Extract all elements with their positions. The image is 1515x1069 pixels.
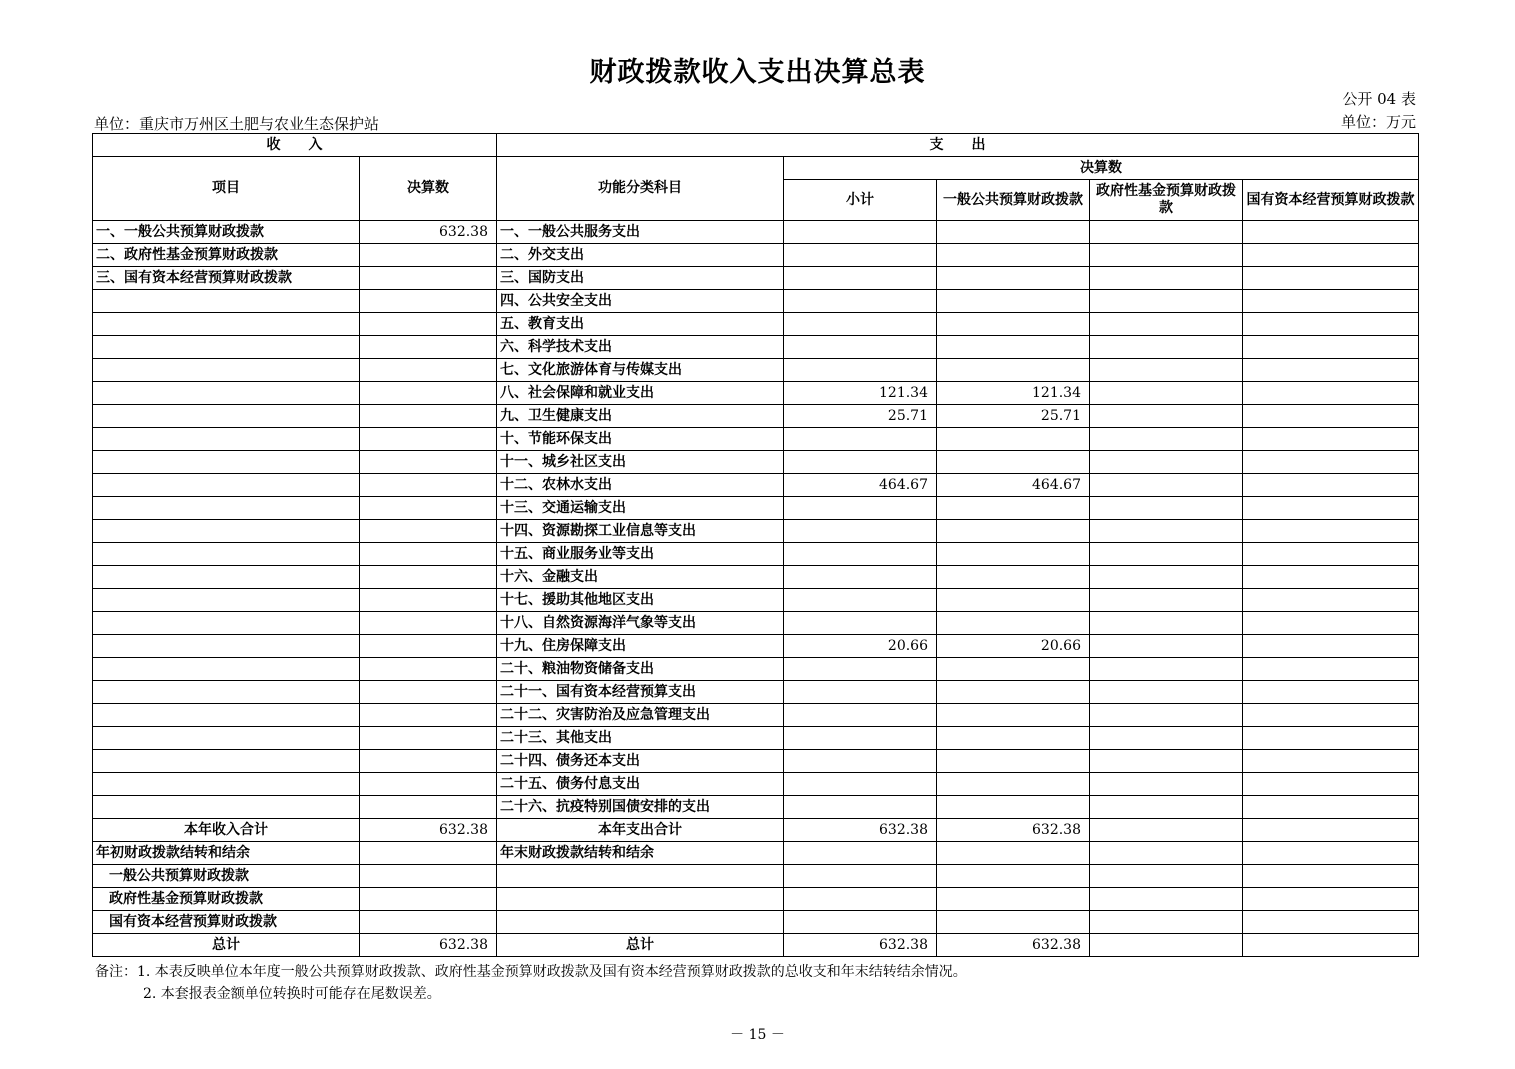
income-item xyxy=(93,474,360,497)
budget-table xyxy=(92,133,1419,957)
subtotal-header: 小计 xyxy=(784,180,937,221)
year-total-row xyxy=(93,819,1419,842)
table-row xyxy=(93,359,1419,382)
general-value xyxy=(937,681,1090,704)
income-item xyxy=(93,635,360,658)
fund-value xyxy=(1090,474,1243,497)
subtotal-value xyxy=(784,658,937,681)
category-name: 二十六、抗疫特别国债安排的支出 xyxy=(497,796,784,819)
table-row xyxy=(93,405,1419,428)
general-value xyxy=(937,543,1090,566)
income-item xyxy=(93,773,360,796)
subtotal-value xyxy=(784,773,937,796)
fund-value xyxy=(1090,313,1243,336)
income-item xyxy=(93,589,360,612)
table-row xyxy=(93,474,1419,497)
general-value xyxy=(937,704,1090,727)
fund-value xyxy=(1090,428,1243,451)
fund-value xyxy=(1090,336,1243,359)
state-value xyxy=(1243,474,1419,497)
general-value xyxy=(937,612,1090,635)
general-value xyxy=(937,796,1090,819)
subtotal-value xyxy=(784,497,937,520)
fund-value xyxy=(1090,612,1243,635)
carry-general-row xyxy=(93,865,1419,888)
category-name: 三、国防支出 xyxy=(497,267,784,290)
total-expense-general: 632.38 xyxy=(937,934,1090,957)
category-name: 二、外交支出 xyxy=(497,244,784,267)
category-name: 十三、交通运输支出 xyxy=(497,497,784,520)
subtotal-value: 20.66 xyxy=(784,635,937,658)
income-amount xyxy=(360,359,497,382)
category-name: 二十五、债务付息支出 xyxy=(497,773,784,796)
begin-general-label: 一般公共预算财政拨款 xyxy=(93,865,360,888)
category-name: 四、公共安全支出 xyxy=(497,290,784,313)
expense-header: 支 出 xyxy=(497,134,1419,157)
carry-row xyxy=(93,842,1419,865)
state-value xyxy=(1243,359,1419,382)
table-row xyxy=(93,313,1419,336)
income-item xyxy=(93,451,360,474)
general-value xyxy=(937,221,1090,244)
fund-value xyxy=(1090,589,1243,612)
general-value xyxy=(937,451,1090,474)
category-name: 十八、自然资源海洋气象等支出 xyxy=(497,612,784,635)
header-row-1 xyxy=(93,134,1419,157)
income-item: 一、一般公共预算财政拨款 xyxy=(93,221,360,244)
subtotal-value xyxy=(784,589,937,612)
table-row xyxy=(93,221,1419,244)
income-amount xyxy=(360,566,497,589)
income-amount xyxy=(360,543,497,566)
state-value xyxy=(1243,589,1419,612)
carry-fund-row xyxy=(93,888,1419,911)
state-value xyxy=(1243,428,1419,451)
income-amount xyxy=(360,750,497,773)
income-amount xyxy=(360,727,497,750)
state-value xyxy=(1243,658,1419,681)
income-item xyxy=(93,428,360,451)
header-row-2 xyxy=(93,157,1419,180)
year-expense-fund xyxy=(1090,819,1243,842)
note-1: 备注：1. 本表反映单位本年度一般公共预算财政拨款、政府性基金预算财政拨款及国有资本经营预算财政拨款的总收支和年末结转结余情况。 xyxy=(95,964,967,980)
income-item xyxy=(93,290,360,313)
category-name: 十六、金融支出 xyxy=(497,566,784,589)
income-item xyxy=(93,566,360,589)
note-2: 2. 本套报表金额单位转换时可能存在尾数误差。 xyxy=(143,986,441,1002)
end-carry-label: 年末财政拨款结转和结余 xyxy=(497,842,784,865)
income-item xyxy=(93,359,360,382)
category-header: 功能分类科目 xyxy=(497,157,784,221)
subtotal-value: 464.67 xyxy=(784,474,937,497)
income-item: 三、国有资本经营预算财政拨款 xyxy=(93,267,360,290)
subtotal-value xyxy=(784,612,937,635)
income-item xyxy=(93,405,360,428)
table-row xyxy=(93,796,1419,819)
table-row xyxy=(93,244,1419,267)
subtotal-value xyxy=(784,566,937,589)
year-expense-subtotal: 632.38 xyxy=(784,819,937,842)
table-row xyxy=(93,750,1419,773)
general-value xyxy=(937,520,1090,543)
table-row xyxy=(93,520,1419,543)
form-number: 公开 04 表 xyxy=(1342,90,1416,108)
subtotal-value xyxy=(784,750,937,773)
income-amount xyxy=(360,635,497,658)
state-value xyxy=(1243,336,1419,359)
income-amount xyxy=(360,773,497,796)
income-amount xyxy=(360,428,497,451)
category-name: 十、节能环保支出 xyxy=(497,428,784,451)
subtotal-value xyxy=(784,727,937,750)
amount-header: 决算数 xyxy=(360,157,497,221)
income-item xyxy=(93,612,360,635)
category-name: 十七、援助其他地区支出 xyxy=(497,589,784,612)
fund-value xyxy=(1090,267,1243,290)
state-value xyxy=(1243,497,1419,520)
total-income-label: 总计 xyxy=(93,934,360,957)
grand-total-row xyxy=(93,934,1419,957)
general-value xyxy=(937,313,1090,336)
subtotal-value xyxy=(784,681,937,704)
total-expense-subtotal: 632.38 xyxy=(784,934,937,957)
general-value: 20.66 xyxy=(937,635,1090,658)
item-header: 项目 xyxy=(93,157,360,221)
subtotal-value xyxy=(784,267,937,290)
state-value xyxy=(1243,796,1419,819)
state-value xyxy=(1243,520,1419,543)
category-name: 二十三、其他支出 xyxy=(497,727,784,750)
general-value xyxy=(937,359,1090,382)
income-item xyxy=(93,497,360,520)
general-value xyxy=(937,750,1090,773)
total-expense-fund xyxy=(1090,934,1243,957)
category-name: 六、科学技术支出 xyxy=(497,336,784,359)
state-value xyxy=(1243,681,1419,704)
category-name: 二十四、债务还本支出 xyxy=(497,750,784,773)
income-header: 收 入 xyxy=(93,134,497,157)
begin-carry-label: 年初财政拨款结转和结余 xyxy=(93,842,360,865)
total-expense-state xyxy=(1243,934,1419,957)
fund-value xyxy=(1090,221,1243,244)
state-capital-header: 国有资本经营预算财政拨款 xyxy=(1243,180,1419,221)
subtotal-value xyxy=(784,313,937,336)
table-row xyxy=(93,428,1419,451)
category-name: 十二、农林水支出 xyxy=(497,474,784,497)
table-row xyxy=(93,336,1419,359)
fund-value xyxy=(1090,405,1243,428)
income-item xyxy=(93,796,360,819)
state-value xyxy=(1243,773,1419,796)
income-item xyxy=(93,681,360,704)
income-amount xyxy=(360,589,497,612)
general-value xyxy=(937,497,1090,520)
fund-value xyxy=(1090,497,1243,520)
fund-value xyxy=(1090,658,1243,681)
fund-value xyxy=(1090,704,1243,727)
general-value: 121.34 xyxy=(937,382,1090,405)
income-amount xyxy=(360,497,497,520)
income-amount xyxy=(360,313,497,336)
income-amount xyxy=(360,681,497,704)
fund-value xyxy=(1090,773,1243,796)
subtotal-value xyxy=(784,244,937,267)
subtotal-value xyxy=(784,336,937,359)
table-row xyxy=(93,290,1419,313)
income-item xyxy=(93,704,360,727)
fund-value xyxy=(1090,566,1243,589)
income-item xyxy=(93,543,360,566)
general-value xyxy=(937,290,1090,313)
fund-value xyxy=(1090,750,1243,773)
category-name: 十一、城乡社区支出 xyxy=(497,451,784,474)
income-amount xyxy=(360,336,497,359)
general-value xyxy=(937,336,1090,359)
subtotal-value xyxy=(784,796,937,819)
income-amount xyxy=(360,520,497,543)
subtotal-value xyxy=(784,520,937,543)
state-value xyxy=(1243,451,1419,474)
general-value xyxy=(937,244,1090,267)
state-value xyxy=(1243,612,1419,635)
year-expense-label: 本年支出合计 xyxy=(497,819,784,842)
total-income-value: 632.38 xyxy=(360,934,497,957)
table-row xyxy=(93,727,1419,750)
fund-value xyxy=(1090,727,1243,750)
state-value xyxy=(1243,543,1419,566)
begin-fund-label: 政府性基金预算财政拨款 xyxy=(93,888,360,911)
carry-state-row xyxy=(93,911,1419,934)
fund-value xyxy=(1090,359,1243,382)
reporting-unit: 单位：重庆市万州区土肥与农业生态保护站 xyxy=(94,115,380,133)
income-item xyxy=(93,658,360,681)
income-item xyxy=(93,382,360,405)
state-value xyxy=(1243,267,1419,290)
subtotal-value xyxy=(784,428,937,451)
state-value xyxy=(1243,750,1419,773)
subtotal-value xyxy=(784,451,937,474)
table-row xyxy=(93,704,1419,727)
table-row xyxy=(93,382,1419,405)
fund-value xyxy=(1090,244,1243,267)
general-value xyxy=(937,589,1090,612)
general-value xyxy=(937,428,1090,451)
category-name: 十五、商业服务业等支出 xyxy=(497,543,784,566)
state-value xyxy=(1243,221,1419,244)
table-row xyxy=(93,635,1419,658)
fund-value xyxy=(1090,290,1243,313)
income-amount xyxy=(360,474,497,497)
state-value xyxy=(1243,405,1419,428)
general-value xyxy=(937,267,1090,290)
table-row xyxy=(93,612,1419,635)
income-amount xyxy=(360,612,497,635)
category-name: 十四、资源勘探工业信息等支出 xyxy=(497,520,784,543)
general-value: 25.71 xyxy=(937,405,1090,428)
fund-value xyxy=(1090,451,1243,474)
state-value xyxy=(1243,290,1419,313)
fund-value xyxy=(1090,520,1243,543)
table-row xyxy=(93,773,1419,796)
page-number: － 15 － xyxy=(730,1027,785,1043)
table-row xyxy=(93,658,1419,681)
income-amount xyxy=(360,658,497,681)
state-value xyxy=(1243,704,1419,727)
income-item xyxy=(93,750,360,773)
state-value xyxy=(1243,244,1419,267)
general-value xyxy=(937,566,1090,589)
category-name: 二十、粮油物资储备支出 xyxy=(497,658,784,681)
category-name: 五、教育支出 xyxy=(497,313,784,336)
income-amount xyxy=(360,244,497,267)
income-amount xyxy=(360,267,497,290)
fund-value xyxy=(1090,382,1243,405)
final-group-header: 决算数 xyxy=(784,157,1419,180)
income-amount xyxy=(360,405,497,428)
fund-value xyxy=(1090,796,1243,819)
total-expense-label: 总计 xyxy=(497,934,784,957)
income-amount xyxy=(360,796,497,819)
general-value xyxy=(937,773,1090,796)
general-value xyxy=(937,658,1090,681)
table-row xyxy=(93,267,1419,290)
income-amount xyxy=(360,451,497,474)
income-amount xyxy=(360,382,497,405)
state-value xyxy=(1243,313,1419,336)
subtotal-value xyxy=(784,290,937,313)
category-name: 二十一、国有资本经营预算支出 xyxy=(497,681,784,704)
state-value xyxy=(1243,566,1419,589)
general-budget-header: 一般公共预算财政拨款 xyxy=(937,180,1090,221)
fund-value xyxy=(1090,543,1243,566)
income-item xyxy=(93,313,360,336)
income-item xyxy=(93,520,360,543)
category-name: 一、一般公共服务支出 xyxy=(497,221,784,244)
year-expense-general: 632.38 xyxy=(937,819,1090,842)
currency-unit: 单位：万元 xyxy=(1340,113,1416,131)
state-value xyxy=(1243,382,1419,405)
category-name: 九、卫生健康支出 xyxy=(497,405,784,428)
income-item xyxy=(93,727,360,750)
category-name: 七、文化旅游体育与传媒支出 xyxy=(497,359,784,382)
year-expense-state xyxy=(1243,819,1419,842)
income-amount xyxy=(360,704,497,727)
general-value: 464.67 xyxy=(937,474,1090,497)
subtotal-value: 121.34 xyxy=(784,382,937,405)
begin-state-label: 国有资本经营预算财政拨款 xyxy=(93,911,360,934)
subtotal-value xyxy=(784,704,937,727)
fund-budget-header: 政府性基金预算财政拨款 xyxy=(1090,180,1243,221)
fund-value xyxy=(1090,681,1243,704)
income-item xyxy=(93,336,360,359)
general-value xyxy=(937,727,1090,750)
table-row xyxy=(93,543,1419,566)
subtotal-value xyxy=(784,221,937,244)
state-value xyxy=(1243,635,1419,658)
category-name: 八、社会保障和就业支出 xyxy=(497,382,784,405)
year-income-label: 本年收入合计 xyxy=(93,819,360,842)
income-item: 二、政府性基金预算财政拨款 xyxy=(93,244,360,267)
income-amount: 632.38 xyxy=(360,221,497,244)
table-row xyxy=(93,589,1419,612)
fund-value xyxy=(1090,635,1243,658)
state-value xyxy=(1243,727,1419,750)
year-income-value: 632.38 xyxy=(360,819,497,842)
category-name: 十九、住房保障支出 xyxy=(497,635,784,658)
page-title: 财政拨款收入支出决算总表 xyxy=(589,57,926,88)
subtotal-value: 25.71 xyxy=(784,405,937,428)
subtotal-value xyxy=(784,543,937,566)
table-row xyxy=(93,681,1419,704)
table-row xyxy=(93,566,1419,589)
notes xyxy=(95,961,967,1005)
table-row xyxy=(93,451,1419,474)
income-amount xyxy=(360,290,497,313)
category-name: 二十二、灾害防治及应急管理支出 xyxy=(497,704,784,727)
table-row xyxy=(93,497,1419,520)
subtotal-value xyxy=(784,359,937,382)
